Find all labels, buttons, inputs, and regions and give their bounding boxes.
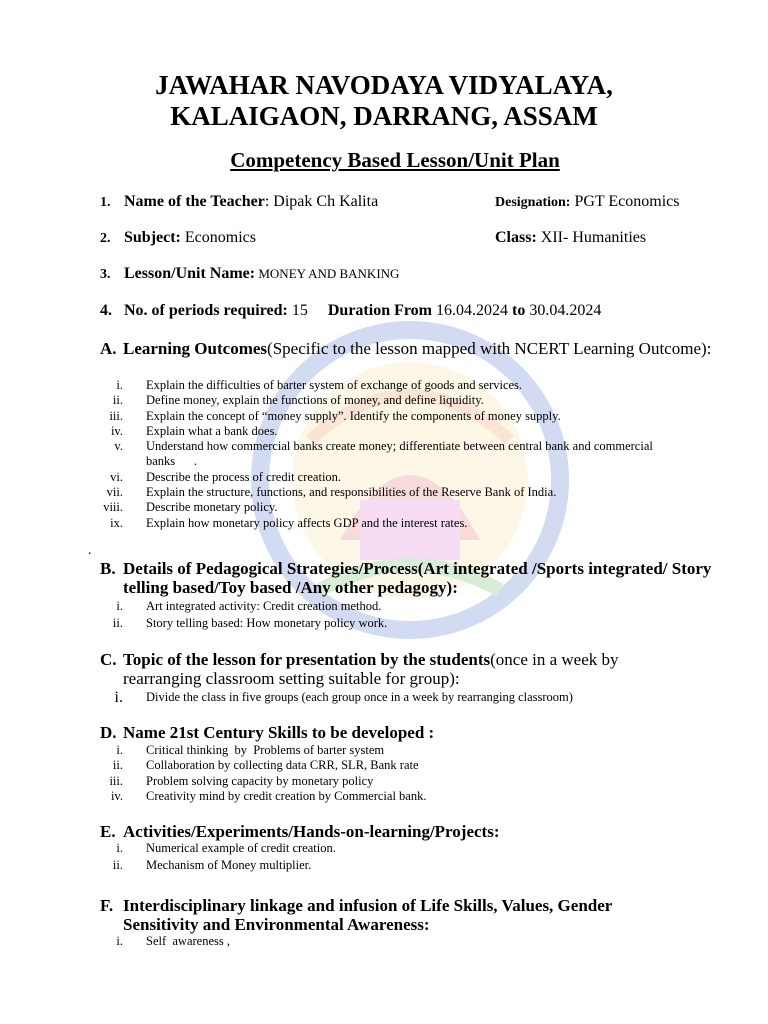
section-e-title: Activities/Experiments/Hands-on-learning/Projects: (123, 822, 500, 841)
life-skills-list (100, 934, 700, 949)
designation-row (495, 193, 679, 211)
school-name-line1: JAWAHAR NAVODAYA VIDYALAYA, (155, 70, 613, 100)
section-a-note: (Specific to the lesson mapped with NCERT Learning Outcome): (267, 339, 712, 358)
list-item: ii. Define money, explain the functions of money, and define liquidity. (112, 393, 484, 408)
periods-label: No. of periods required: (124, 302, 288, 319)
section-letter: B. (100, 559, 116, 578)
section-letter: A. (100, 339, 117, 358)
section-c-title: Topic of the lesson for presentation by the students (123, 650, 491, 669)
subject-value: Economics (180, 229, 256, 246)
activities-list (100, 841, 700, 874)
list-item: vii. Explain the structure, functions, and responsibilities of the Reserve Bank of India. (106, 485, 557, 500)
teacher-label: Name of the Teacher (124, 193, 265, 210)
list-item: i. Critical thinking by Problems of barter system (116, 743, 385, 757)
periods-row (100, 302, 601, 320)
lesson-label: Lesson/Unit Name: (124, 265, 256, 282)
item-number: 1. (100, 195, 111, 210)
list-item: ii. Story telling based: How monetary policy work. (112, 616, 388, 631)
list-item: vi. Describe the process of credit creation. (110, 469, 342, 484)
pedagogy-list (100, 599, 700, 632)
list-item: v. Understand how commercial banks create money; differentiate between central bank and commercial banks . (114, 439, 653, 469)
teacher-row (100, 193, 378, 211)
school-name-line2: KALAIGAON, DARRANG, ASSAM (170, 101, 598, 131)
list-item: i. Self awareness , (116, 934, 230, 948)
item-number: 2. (100, 231, 111, 246)
learning-outcomes-list (100, 378, 700, 531)
class-row (495, 229, 646, 247)
list-item: ii. Collaboration by collecting data CRR, SLR, Bank rate (112, 758, 419, 773)
skills-list (100, 743, 700, 804)
list-item: i. Numerical example of credit creation. (116, 841, 336, 855)
duration-label: Duration From (327, 302, 432, 319)
section-d-title: Name 21st Century Skills to be developed : (123, 723, 435, 742)
presentation-list (100, 690, 700, 705)
section-letter: F. (100, 896, 114, 915)
page-title: Competency Based Lesson/Unit Plan (230, 148, 560, 172)
item-number: 4. (100, 302, 112, 319)
section-letter: D. (100, 723, 117, 742)
designation-value: PGT Economics (570, 193, 680, 210)
periods-value: 15 (287, 302, 308, 319)
designation-label: Designation: (495, 195, 571, 210)
section-f-title: Interdisciplinary linkage and infusion of Life Skills, Values, Gender Sensitivity and Environmental Awareness: (123, 896, 613, 934)
duration-to-label: to (512, 302, 526, 319)
list-item: i. Divide the class in five groups (each group once in a week by rearranging classroom) (114, 689, 573, 706)
subject-label: Subject: (124, 229, 181, 246)
list-item: iv. Explain what a bank does. (110, 423, 278, 438)
class-value: XII- Humanities (536, 229, 647, 246)
lesson-value: MONEY AND BANKING (255, 266, 400, 281)
list-item: viii. Describe monetary policy. (103, 500, 278, 515)
list-item: ii. Mechanism of Money multiplier. (112, 858, 312, 873)
item-number: 3. (100, 267, 111, 282)
list-item: i. Explain the difficulties of barter system of exchange of goods and services. (116, 378, 523, 392)
list-item: i. Art integrated activity: Credit creation method. (116, 599, 382, 613)
teacher-value: : Dipak Ch Kalita (264, 193, 379, 210)
list-item: iv. Creativity mind by credit creation by Commercial bank. (110, 788, 427, 803)
duration-from: 16.04.2024 (432, 302, 512, 319)
section-b-title: Details of Pedagogical Strategies/Process(Art integrated /Sports integrated/ Story telling based/Toy based /Any other pedagogy): (123, 559, 712, 597)
duration-to: 30.04.2024 (525, 302, 602, 319)
subject-row (100, 229, 256, 247)
list-item: iii. Problem solving capacity by monetary policy (109, 773, 374, 788)
section-a-title: Learning Outcomes (123, 339, 268, 358)
list-item: ix. Explain how monetary policy affects GDP and the interest rates. (110, 515, 468, 530)
class-label: Class: (495, 229, 537, 246)
section-letter: C. (100, 650, 117, 669)
stray-dot: . (88, 543, 92, 558)
section-letter: E. (100, 822, 116, 841)
lesson-row (100, 265, 399, 283)
list-item: iii. Explain the concept of “money supply”. Identify the components of money supply. (109, 408, 561, 423)
section-c-note: (once in a week by rearranging classroom setting suitable for group): (123, 650, 619, 688)
